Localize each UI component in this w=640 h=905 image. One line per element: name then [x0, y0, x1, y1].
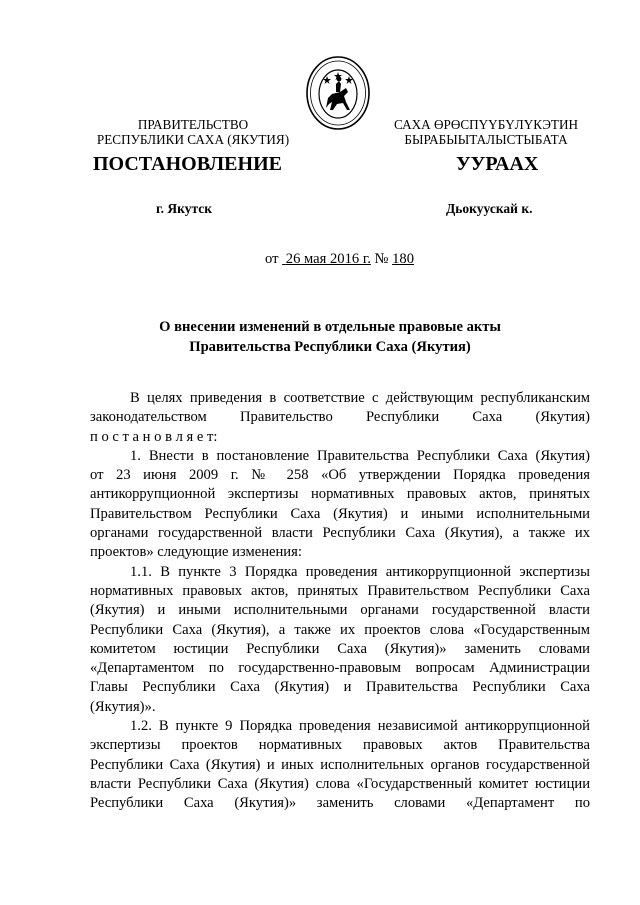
city-sah: Дьокуускай к.: [446, 201, 533, 216]
body-line: власти Республики Саха (Якутия) слова «Государственный комитет юстиции: [90, 775, 590, 792]
subject-line2: Правительства Республики Саха (Якутия): [189, 338, 471, 355]
header-right-line2: БЫРАБЫЫТАЛЫСТЫБАТА: [404, 132, 568, 147]
number-sign: №: [374, 251, 389, 267]
body-line: «Департаментом по государственно-правовым вопросам Администрации: [90, 660, 590, 677]
body-line: 1.2. В пункте 9 Порядка проведения независимой антикоррупционной: [130, 718, 590, 735]
body-line: от 23 июня 2009 г. № 258 «Об утверждении Порядка проведения: [90, 467, 590, 484]
document-subject: [100, 318, 560, 357]
body-line: комитетом юстиции Республики Саха (Якутия)» заменить словами: [90, 640, 590, 657]
government-name-ru: [80, 117, 306, 147]
header-right-line1: САХА ӨРӨСПҮҮБҮЛҮКЭТИН: [393, 117, 579, 132]
body-line: Республики Саха (Якутия), а также их проектов слова «Государственным: [90, 621, 590, 638]
document-number: 180: [392, 251, 414, 267]
body-line: Республики Саха (Якутия) и иных исполнительных органов государственной: [90, 756, 590, 773]
date-value: 26 мая 2016 г.: [285, 251, 371, 267]
document-body: [90, 389, 590, 814]
body-line: законодательством Правительство Республики Саха (Якутия): [90, 409, 590, 426]
body-line: 1.1. В пункте 3 Порядка проведения антикоррупционной экспертизы: [130, 563, 590, 580]
date-prefix: от: [265, 251, 279, 267]
date-line: [265, 250, 414, 269]
doc-type-ru: ПОСТАНОВЛЕНИЕ: [93, 153, 282, 175]
body-line: проектов» следующие изменения:: [90, 544, 302, 561]
republic-emblem: [304, 54, 372, 132]
body-line: п о с т а н о в л я е т:: [90, 428, 218, 445]
body-line: Правительством Республики Саха (Якутия) и иными исполнительными: [90, 505, 590, 522]
body-line: (Якутия)».: [90, 698, 156, 715]
body-line: антикоррупционной экспертизы нормативных правовых актов, принятых: [90, 486, 590, 503]
subject-line1: О внесении изменений в отдельные правовые акты: [159, 319, 501, 335]
body-line: (Якутия) и иными исполнительными органами государственной власти: [90, 602, 590, 619]
body-line: органами государственной власти Республики Саха (Якутия), а также их: [90, 525, 590, 542]
body-line: Республики Саха (Якутия)» заменить словами «Департамент по: [90, 795, 590, 812]
body-line: нормативных правовых актов, принятых Правительством Республики Саха: [90, 582, 590, 599]
body-line: Главы Республики Саха (Якутия) и Правительства Республики Саха: [90, 679, 590, 696]
header-left-line1: ПРАВИТЕЛЬСТВО: [137, 117, 249, 132]
header-left-line2: РЕСПУБЛИКИ САХА (ЯКУТИЯ): [96, 132, 290, 147]
city-ru: г. Якутск: [156, 201, 213, 216]
body-line: экспертизы проектов нормативных правовых актов Правительства: [90, 737, 590, 754]
body-line: 1. Внести в постановление Правительства Республики Саха (Якутия): [130, 447, 590, 464]
doc-type-sah: УУРААХ: [456, 153, 539, 175]
body-line: В целях приведения в соответствие с действующим республиканским: [130, 390, 590, 406]
government-name-sah: [386, 117, 586, 147]
